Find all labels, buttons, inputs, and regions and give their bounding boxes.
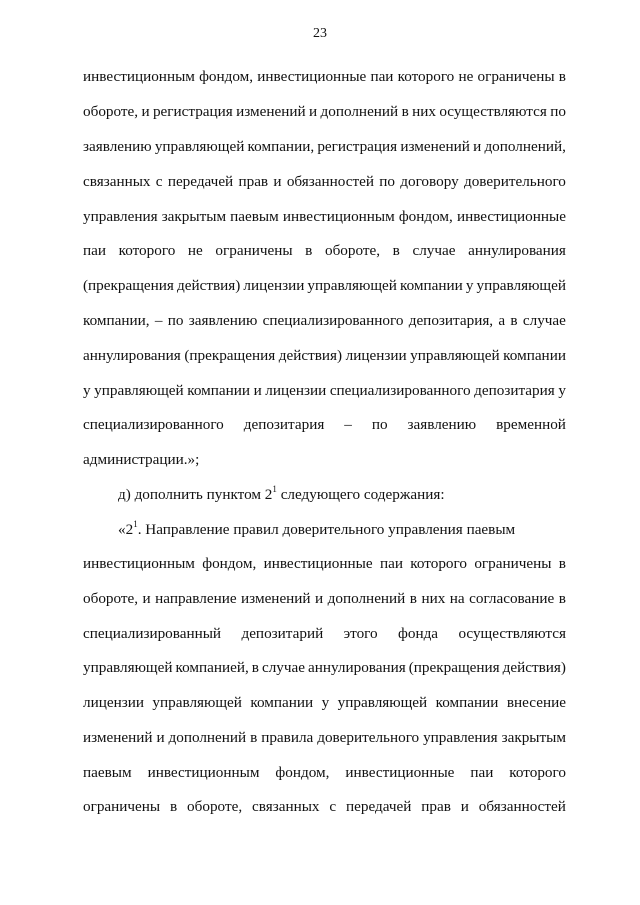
word: управляющей [410, 347, 500, 364]
word: лицензии [265, 382, 327, 399]
word: паевым [230, 208, 279, 225]
word: у [83, 382, 91, 399]
word: в [409, 590, 417, 607]
text-line-content: администрации.»; [83, 451, 200, 468]
word: осуществляются [439, 103, 547, 120]
text-line [83, 207, 566, 227]
word: правила [261, 729, 314, 746]
word: в [392, 242, 400, 259]
word: обязанностей [286, 173, 374, 190]
word: а [498, 312, 506, 329]
word: по [371, 416, 388, 433]
word: фондом, [202, 555, 257, 572]
word: управляющей [154, 138, 245, 155]
text-line [83, 763, 566, 783]
word: обороте, [83, 103, 139, 120]
word: не [187, 242, 203, 259]
item-d-line [118, 485, 566, 505]
word: заявлению [83, 138, 152, 155]
word: инвестиционные [263, 555, 373, 572]
word: которого [509, 764, 566, 781]
text-line [83, 276, 566, 296]
word: изменений [400, 138, 470, 155]
word: у [465, 277, 474, 294]
word: по [379, 173, 395, 190]
word: паи [83, 242, 106, 259]
word: специализированного [262, 312, 404, 329]
word: в [558, 68, 566, 85]
word: компании, [247, 138, 315, 155]
word: дополнений [327, 590, 406, 607]
word: инвестиционные [345, 764, 455, 781]
word: регистрация [152, 103, 233, 120]
text-line [83, 693, 566, 713]
word: депозитария [243, 416, 325, 433]
item-d-text-end: следующего содержания: [276, 486, 445, 503]
word: управления [423, 729, 498, 746]
text-line [83, 728, 566, 748]
word: депозитария [474, 382, 555, 399]
word: доверительного [463, 173, 566, 190]
word: внесение [506, 694, 566, 711]
word: и [141, 103, 150, 120]
word: осуществляются [458, 625, 566, 642]
word: у [558, 382, 566, 399]
word: дополнений [168, 729, 247, 746]
word: ограничены [83, 798, 161, 815]
word: изменений [83, 729, 153, 746]
word: дополнений [320, 103, 399, 120]
word: случае [261, 659, 305, 676]
word: инвестиционные [456, 208, 566, 225]
word: изменений [241, 590, 311, 607]
word: них [421, 590, 446, 607]
page-number: 23 [313, 26, 327, 41]
word: не [458, 68, 474, 85]
word: обязанностей [478, 798, 566, 815]
word: компанией, [175, 659, 249, 676]
superscript: 1 [133, 518, 138, 529]
word: договору [400, 173, 459, 190]
word: них [412, 103, 436, 120]
word: специализированного [329, 382, 471, 399]
text-line [83, 137, 566, 157]
word: обороте, [187, 798, 243, 815]
word: аннулирования [468, 242, 566, 259]
word: передачей [346, 798, 412, 815]
word: компании, [83, 312, 150, 329]
word: фондом, [199, 68, 254, 85]
word: передачей [167, 173, 234, 190]
word: у [321, 694, 330, 711]
word: заявлению [188, 312, 258, 329]
word: связанных [252, 798, 320, 815]
word: изменений [236, 103, 306, 120]
word: в [401, 103, 409, 120]
word: и [142, 590, 151, 607]
text-line [83, 311, 566, 331]
word: управляющей [476, 277, 566, 294]
word: ограничены [474, 555, 552, 572]
word: закрытым [501, 729, 566, 746]
text-line [83, 381, 566, 401]
word: управляющей [337, 694, 428, 711]
item-d-text: д) дополнить пунктом 2 [118, 486, 273, 503]
word: заявлению [407, 416, 477, 433]
word: компании [435, 694, 499, 711]
item-2-1-first-line [118, 520, 566, 540]
word: – [344, 416, 352, 433]
text-line [83, 415, 566, 435]
word: в [170, 798, 178, 815]
item-2-1-number: «2 [118, 521, 134, 538]
word: направление [155, 590, 237, 607]
word: аннулирования [307, 659, 406, 676]
word: и [460, 798, 469, 815]
word: и [273, 173, 282, 190]
text-line [83, 346, 566, 366]
word: действия) [278, 347, 343, 364]
word: (прекращения [83, 277, 174, 294]
word: по [167, 312, 184, 329]
word: закрытым [161, 208, 227, 225]
word: доверительного [317, 729, 420, 746]
word: компании [399, 277, 463, 294]
word: которого [397, 68, 455, 85]
word: – [154, 312, 163, 329]
word: этого [343, 625, 378, 642]
word: временной [496, 416, 566, 433]
word: паи [470, 764, 494, 781]
word: депозитарий [241, 625, 324, 642]
text-line [83, 102, 566, 122]
word: фондом, [398, 208, 453, 225]
word: компании [503, 347, 566, 364]
text-line [83, 589, 566, 609]
word: и [473, 138, 482, 155]
word: случае [522, 312, 566, 329]
word: действия) [176, 277, 241, 294]
word: обороте, [83, 590, 139, 607]
word: дополнений, [484, 138, 566, 155]
word: прав [421, 798, 451, 815]
word: инвестиционным [282, 208, 395, 225]
word: специализированного [83, 416, 224, 433]
word: специализированный [83, 625, 222, 642]
word: в [251, 659, 259, 676]
word: (прекращения [408, 659, 500, 676]
word: регистрация [317, 138, 398, 155]
word: паи [379, 555, 403, 572]
word: прав [238, 173, 269, 190]
text-line [83, 241, 566, 261]
text-line-last [83, 450, 566, 470]
word: лицензии [83, 694, 144, 711]
word: с [155, 173, 163, 190]
word: (прекращения [184, 347, 276, 364]
word: связанных [83, 173, 151, 190]
word: в [250, 729, 258, 746]
item-2-1-text: . Направление правил доверительного управления паевым [137, 521, 516, 538]
word: управляющей [94, 382, 184, 399]
word: которого [410, 555, 467, 572]
text-line [83, 624, 566, 644]
text-line [83, 797, 566, 817]
word: управляющей [83, 659, 173, 676]
word: лицензии [345, 347, 407, 364]
word: и [253, 382, 262, 399]
word: инвестиционным [83, 68, 195, 85]
superscript: 1 [272, 483, 277, 494]
word: инвестиционным [147, 764, 260, 781]
word: в [510, 312, 518, 329]
word: фонда [398, 625, 439, 642]
word: и [309, 103, 318, 120]
word: управления [83, 208, 158, 225]
word: компании [250, 694, 314, 711]
word: управляющей [307, 277, 397, 294]
word: обороте, [324, 242, 381, 259]
word: которого [118, 242, 176, 259]
word: паи [370, 68, 394, 85]
word: случае [412, 242, 456, 259]
text-line [83, 554, 566, 574]
word: ограничены [215, 242, 293, 259]
word: и [156, 729, 165, 746]
text-line [83, 172, 566, 192]
word: лицензии [243, 277, 305, 294]
word: управляющей [152, 694, 242, 711]
word: по [550, 103, 566, 120]
word: депозитария, [408, 312, 494, 329]
word: в [558, 555, 566, 572]
word: фондом, [275, 764, 330, 781]
word: инвестиционным [83, 555, 195, 572]
word: паевым [83, 764, 132, 781]
word: аннулирования [83, 347, 181, 364]
word: в [558, 590, 566, 607]
word: ограничены [477, 68, 555, 85]
word: на [449, 590, 465, 607]
word: и [315, 590, 324, 607]
word: действия) [502, 659, 566, 676]
word: компании [187, 382, 251, 399]
word: инвестиционные [257, 68, 367, 85]
word: согласование [469, 590, 555, 607]
text-line [83, 67, 566, 87]
word: в [305, 242, 313, 259]
word: с [329, 798, 337, 815]
text-line [83, 658, 566, 678]
